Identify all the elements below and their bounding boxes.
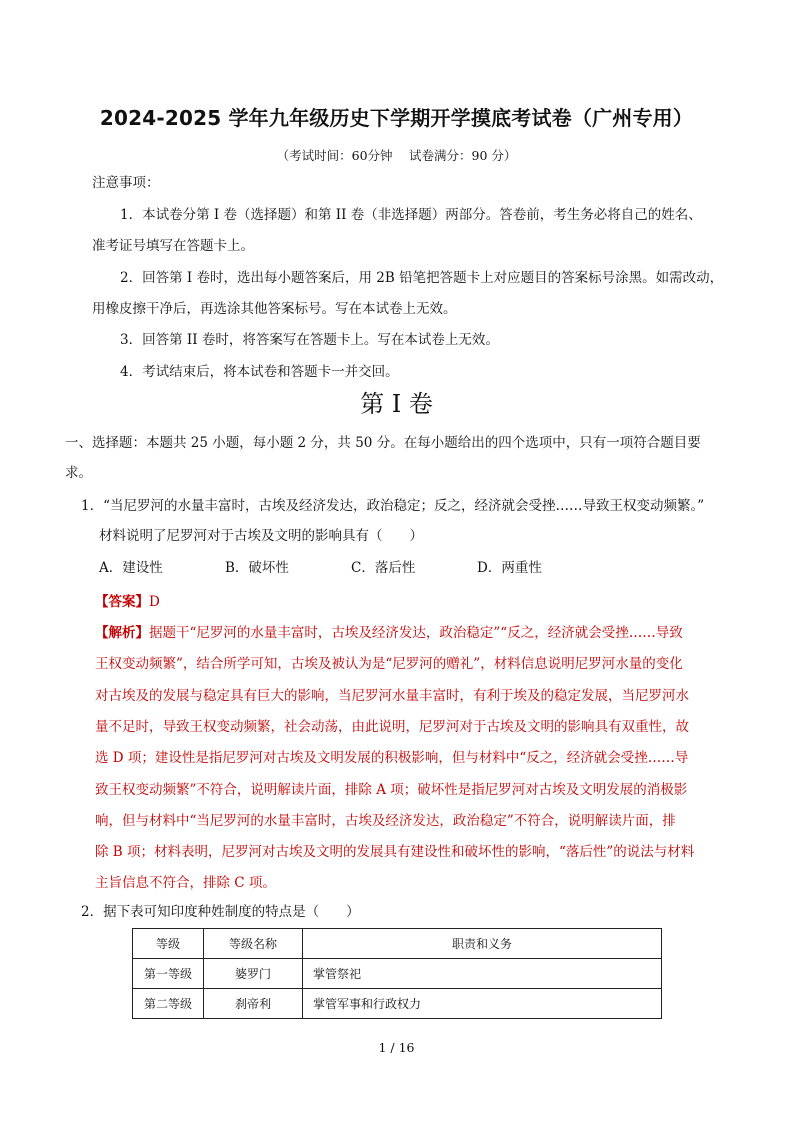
analysis-tag: 【解析】 — [95, 625, 149, 641]
table-header: 等级 — [133, 929, 204, 959]
q1-analysis-line: 对古埃及的发展与稳定具有巨大的影响，当尼罗河水量丰富时，有利于埃及的稳定发展，当尼罗河水 — [95, 688, 689, 704]
q1-option-b: B．破坏性 — [225, 560, 289, 576]
table-header-row — [133, 929, 662, 959]
analysis-text: 据题干“尼罗河的水量丰富时，古埃及经济发达，政治稳定”“反之，经济就会受挫……导致 — [149, 625, 683, 641]
q1-analysis-line: 响，但与材料中“当尼罗河的水量丰富时，古埃及经济发达，政治稳定”不符合，说明解读片面，排 — [95, 813, 676, 829]
notes-line: 1．本试卷分第 I 卷（选择题）和第 II 卷（非选择题）两部分。答卷前，考生务必将自己的姓名、 — [120, 207, 702, 223]
table-cell: 第一等级 — [133, 959, 204, 989]
q1-analysis-line — [95, 627, 683, 641]
q1-stem-line: 材料说明了尼罗河对于古埃及文明的影响具有（ ） — [99, 528, 423, 544]
section-intro-line: 一、选择题：本题共 25 小题，每小题 2 分，共 50 分。在每小题给出的四个选项中，只有一项符合题目要 — [65, 435, 701, 451]
table-header: 职责和义务 — [303, 929, 662, 959]
answer-tag: 【答案】 — [95, 594, 149, 610]
q1-analysis-line: 选 D 项；建设性是指尼罗河对古埃及文明发展的积极影响，但与材料中“反之，经济就会受挫……导 — [95, 750, 689, 766]
q1-analysis-line: 量不足时，导致王权变动频繁，社会动荡，由此说明，尼罗河对于古埃及文明的影响具有双重性，故 — [95, 719, 689, 735]
page-number: 1 / 16 — [378, 1040, 415, 1055]
section-title: 第 I 卷 — [360, 390, 433, 418]
q1-answer — [95, 596, 160, 610]
q1-analysis-line: 致王权变动频繁”不符合，说明解读片面，排除 A 项；破坏性是指尼罗河对古埃及文明发展的消极影 — [95, 782, 688, 798]
notes-heading: 注意事项： — [92, 175, 160, 191]
notes-line: 准考证号填写在答题卡上。 — [92, 238, 254, 254]
exam-title: 2024-2025 学年九年级历史下学期开学摸底考试卷（广州专用） — [99, 106, 694, 130]
table-row — [133, 989, 662, 1019]
q1-analysis-line: 王权变动频繁”，结合所学可知，古埃及被认为是“尼罗河的赠礼”，材料信息说明尼罗河水量的变化 — [95, 656, 683, 672]
notes-line: 4．考试结束后，将本试卷和答题卡一并交回。 — [120, 364, 399, 380]
notes-line: 2．回答第 I 卷时，选出每小题答案后，用 2B 铅笔把答题卡上对应题目的答案标号涂黑。如需改动， — [120, 270, 724, 286]
table-cell: 刹帝利 — [204, 989, 303, 1019]
table-cell: 掌管祭祀 — [303, 959, 662, 989]
table-row — [133, 959, 662, 989]
caste-table — [132, 928, 662, 1019]
q1-option-d: D．两重性 — [477, 560, 542, 576]
section-intro-line: 求。 — [65, 465, 92, 481]
exam-subtitle: （考试时间：60分钟 试卷满分：90 分） — [276, 148, 517, 163]
table-cell: 第二等级 — [133, 989, 204, 1019]
q1-analysis-line: 除 B 项；材料表明，尼罗河对古埃及文明的发展具有建设性和破坏性的影响，“落后性”的说法与材料 — [95, 844, 695, 860]
answer-value: D — [149, 594, 160, 610]
table-cell: 掌管军事和行政权力 — [303, 989, 662, 1019]
table-cell: 婆罗门 — [204, 959, 303, 989]
q1-option-a: A．建设性 — [99, 560, 163, 576]
q1-stem-line: 1．“当尼罗河的水量丰富时，古埃及经济发达，政治稳定；反之，经济就会受挫……导致王权变动频繁。” — [81, 498, 705, 514]
table-header: 等级名称 — [204, 929, 303, 959]
q2-stem: 2．据下表可知印度种姓制度的特点是（ ） — [81, 904, 360, 920]
notes-line: 用橡皮擦干净后，再选涂其他答案标号。写在本试卷上无效。 — [92, 301, 457, 317]
notes-line: 3．回答第 II 卷时，将答案写在答题卡上。写在本试卷上无效。 — [120, 332, 499, 348]
q1-analysis-line: 主旨信息不符合，排除 C 项。 — [95, 875, 276, 891]
q1-option-c: C．落后性 — [351, 560, 416, 576]
